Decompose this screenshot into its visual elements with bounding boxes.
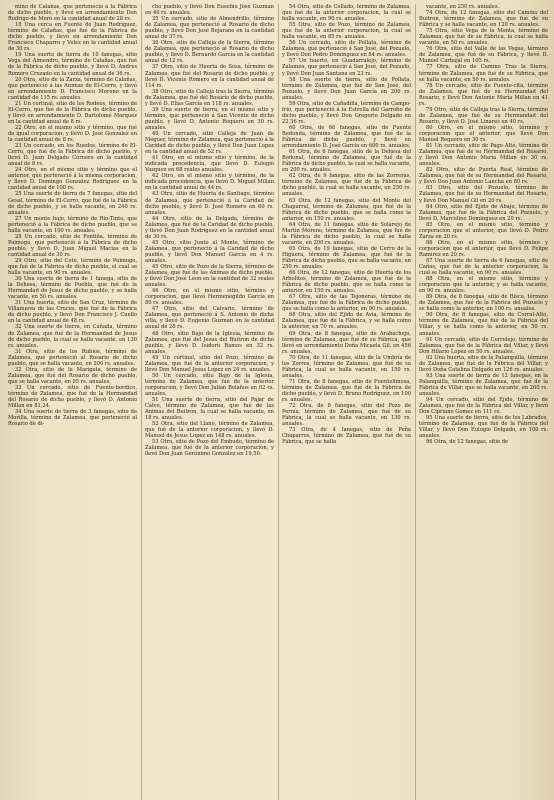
listing-entry: 91 Un cercado, sitio de Cerrulejo, término de Zalamea, que fué de la Fábrica del Villar, y llevó Don Hilario Lopez en 50 rs. anuales. [419, 336, 548, 355]
listing-entry: 89 Otra, de 8 fanegas, sitio de Risca, término de Zalamea, que fué de la Fábrica del Pozuelo y se halla como la anterior, en 100 rs. anuales. [419, 294, 548, 313]
listing-entry: 48 Otro, sitio Bajo de la Iglesia, término de Zalamea, que fué del Jesus del Buitron de dicho pueblo, y llevó D. Isidoro Ramos en 32 rs. anuales. [145, 330, 274, 355]
listing-entry: 83 Otro, sitio del Pozuelo, término de Zalamea, que fué de su Hermandad del Rosario, y llevó Don Manuel Gil en 20 rs. [419, 185, 548, 204]
listing-entry: 72 Otra, de 8 fanegas, sitio del Pozo de Pernía, término de Zalamea, que fué de su Fábrica, la cual se halla vacante, en 130 rs. anuales. [282, 403, 411, 428]
listing-entry: 23 Un cercado, en los Ruedos, término de El-Cerro, que fué de la Fábrica de dicho pueblo, y llevó D. Juan Delgado Cornero en la cantidad anual de 8 rs. [8, 143, 137, 168]
listing-entry: 90 Otra, de 8 fanegas, sitio de Corral-Alto, término de Zalamea, que fué de la Fábrica del Villar, y se halla como la anterior, en 50 rs. anuales. [419, 312, 548, 337]
listing-entry: mino de Calañas, que perteneció á la Fábrica de dicho pueblo, y llevó en arrendamiento Don Rodrigo de Moro en la cantidad anual de 28 rs. [8, 4, 137, 23]
listing-entry: 53 Otro, sitio de Pozo del Embudo, término de Zalamea, que fué de la anterior corporacion, y llevó Don Juan Gerónimo Gonzalez en 19,50. [145, 439, 274, 458]
listing-entry: 67 Otra, sitio de las Tejoneras, término de Zalamea, que fué de la Fábrica de dicho pueblo, que se halla como la anterior, en 90 rs. anuales. [282, 294, 411, 313]
listing-entry: 84 Otro, sitio del Ejido de Abajo, término de Zalamea, que fué de la Fábrica del Pozuelo, y llevó D. Marcelino Dominguez en 20 rs. [419, 203, 548, 222]
listing-entry: 32 Otra, sitio de la Marigata, término de Zalamea, que fué del Rosario de dicho pueblo, que se halla vacante, en 95 rs. anuales. [8, 366, 137, 385]
listing-entry: 45 Otro, sitio de Pozo de la Sierra, término de Zalamea, que fué de las Animas de dicho pueblo, y llevó Don José Leon en la cantidad de 32 reales anuales. [145, 264, 274, 289]
listing-entry: 37 Otro, sitio de Huerta de Sosa, término de Zalamea, que fué del Rosario de dicho pueblo, y llevó D. Vicente Romero en la cantidad anual de 114 rs. [145, 64, 274, 89]
listing-entry: 35 Un cercado, sitio de Almendrillo, término de Zalamea, que perteneció al Rosario de dicho pueblo, y llevó Don José Bejarano en la cantidad anual de 37 rs. [145, 16, 274, 41]
listing-entry: 30 Una suerte de tierra de 1 fanega, sitio de la Dehesa, término de Puebla, que fué de la Hermandad de Jesus de dicho pueblo, y se halla vacante, en 50 rs. anuales. [8, 276, 137, 301]
listing-entry: cho pueblo, y llevó Don Eusebio José Guzman en 40 rs. anuales. [145, 4, 274, 17]
listing-entry: 77 Otra, sitio de Camino Tras la Sierra, término de Zalamea, que fué de su Fábrica, que se halla vacante, en 50 rs. anuales. [419, 64, 548, 83]
listing-entry: 62 Otra, de 9 fanegas, sitio de las Zorreras, término de Zalamea, que fué de la Fábrica de dicho pueblo, la cual se halla vacante, en 250 rs. anuales. [282, 173, 411, 198]
listing-entry: 82 Otro, sitio de Puerta Real, término de Zalamea, que fué de su Hermandad del Rosario, y llevó Don Juan Antonio Lancha en 80 rs. [419, 167, 548, 186]
listing-entry: 43 Otro, sitio de Huerta de Santiago, término de Zalamea, que perteneció á la Caridad de dicho pueblo, y llevó D. José Romero en 60 rs. anuales. [145, 191, 274, 216]
listing-entry: 50 Un cercado, sitio Bajo de la Iglesia, término de Zalamea, que fué de la anterior corporacion, y llevó Don Julian Bolaños en 62 rs. anuales. [145, 372, 274, 397]
listing-entry: 76 Otra, sitio del Valle de las Vegas, término de Zalamea, que fué de su Fábrica, y llevó D. Manuel Carbajal en 105 rs. [419, 46, 548, 65]
listing-entry: 21 Un cortinal, sitio de los Rodeos, término de El-Cerro, que fué de la Fábrica de dicho pueblo, y llevó en arrendamiento D. Bartolomé Marquez en la cantidad anual de 8 rs. [8, 100, 137, 125]
listing-entry: 18 Una cerca en Fuente de Juan Rodriguez, término de Calañas, que fué de la Fábrica de dicho pueblo, y llevó en arrendamiento Don Francisco Chaparro y Velez en la cantidad anual de 30 rs. [8, 22, 137, 53]
listing-entry: 92 Una huerta, sitio de la Palanquilla, término de Zalamea, que fué de la Fábrica del Villar, y llevó Doña Catalina Delgado en 126 rs. anuales. [419, 354, 548, 373]
listing-entry: 40 Un cercado, sitio Calleja de Juan de Meguer, término de Zalamea, que perteneció á la Caridad de dicho pueblo, y llevó Don Juan Lopez en la cantidad anual de 52 rs. [145, 130, 274, 156]
listing-entry: 88 Otra, en el mismo sitio, término y corporacion que la anterior, y se halla vacante, en 90 rs. anuales. [419, 276, 548, 295]
listing-entry: 36 Otro, sitio de Calleja de la Sierra, término de Zalamea, que perteneció al Rosario de dicho pueblo, y llevó D. Bernardo García en la cantidad anual de 12 rs. [145, 40, 274, 65]
listing-entry: 32 Una suerte de tierra, en Cañada, término de Zalamea, que fué de la Hermandad de Jesus de dicho pueblo, la cual se halla vacante, en 130 rs. anuales. [8, 324, 137, 349]
listing-entry: 81 Un cercado, sitio de Pago Alto, término de Zalamea, que fué de su Hermandad del Rosario, y llevó Don Antonio María Millan en 30 rs. anuales. [419, 143, 548, 168]
listing-entry: 69 Otra, de 8 fanegas, sitio de Arabachejo, término de Zalamea, que fué de su Fábrica, que llevó en arrendamiento Doña Micaela Gil, en 456 rs. anuales. [282, 330, 411, 355]
listing-entry: 68 Otra, sitio del Ejido de Avia, término de Zalamea, que fué de la Fábrica, y se halla como la anterior, en 70 rs. anuales. [282, 312, 411, 331]
listing-entry: 29 Otro, sitio del Coto, término de Paimogo, que fué de la Fábrica de dicho pueblo, el cual se halla vacante, en 90 rs. anuales. [8, 257, 137, 277]
listing-entry: 52 Otra, sitio del Llano, término de Zalamea, que fué de la anterior corporacion, y llevó D. Manuel de Jesus Lopez en 148 rs. anuales. [145, 421, 274, 440]
column-1 [8, 4, 137, 800]
listing-entry: 65 Otra, de 19 fanegas, sitio de Cerro de la Higuera, término de Zalamea, que fué de la Fábrica de dicho pueblo, que se halla vacante, en 250 rs. anuales. [282, 245, 411, 271]
listing-entry: 60 Otra, de 60 fanegas, sitio de Fuente Redonda, término de Zalamea, que fué de la Fábrica de dicho pueblo, y llevó en arrendamiento D. José García en 600 rs. anuales. [282, 124, 411, 150]
column-2 [141, 4, 274, 800]
listing-entry: 46 Otro, en el mismo sitio, término y corporacion, que llevó Hermenegildo García en 80 rs. anuales. [145, 288, 274, 307]
listing-entry: 79 Otro, sitio de Calleja tras la Sierra, término de Zalamea, que fué de su Hermandad del Rosario, y llevó D. José Linares en 40 rs. [419, 106, 548, 125]
listing-entry: 75 Otra, sitio Vega de la Monta, término de Zalamea, que fué de su Fábrica, la cual se halla vacante, en 50 rs. anuales. [419, 28, 548, 47]
listing-entry: 19 Una suerte de tierra de 10 fanegas, sitio Vega del Almendro, término de Calañas, que fué de la Fábrica de dicho pueblo, y llevó D. Andres Romero Cruzado en la cantidad anual de 36 rs. [8, 52, 137, 77]
listing-entry: 20 Otra, sitio de la Zarza, término de Calañas, que perteneció á las Animas de El-Cerro, y llevó en arrendamiento D. Francisco Moreno en la cantidad de 115 rs. anuales. [8, 76, 137, 101]
listing-entry: 78 Un cercado, sitio de Fuente-cita, término de Zalamea, que fué de su Hermandad del Rosario, y llevó Don Antonio María Millan en 41 rs. [419, 82, 548, 107]
listing-entry: 80 Otro, en el mismo sitio, término y corporacion que el anterior, que llevó Don Manuel Requero en 30 rs. [419, 124, 548, 144]
listing-entry: 31 Una huerta, sitio de San Cruz, término de Villanueva de las Cruces, que fué de la Fábrica de dicho pueblo, y llevó Don Francisco J. Cuello en la cantidad anual de 48 rs. [8, 300, 137, 325]
listing-entry: 45 Otro, sitio Junto al Monte, término de Zalamea, que perteneció á la Caridad de dicho pueblo, y llevó Don Manuel García en 4 rs. anuales. [145, 239, 274, 264]
listing-entry: vacante, en 250 rs. anuales. [426, 4, 500, 10]
listing-entry: 56 Un cercado, sitio de Pollata, término de Zalamea, que perteneció á San José, del Pozuelo, y llevó Don Pedro Dominguez en 84 rs. anuales. [282, 40, 411, 59]
listing-entry: 42 Otro, en el mismo sitio y término, de la indicada procedencia, que llevó D. Miguel Millan en la cantidad anual de 44 rs. [145, 173, 274, 192]
listing-entry: 73 Otra, de 4 fanegas, sitio de Peña Chaparros, término de Zalamea, que fué de su Fábrica, que se halla [282, 427, 411, 446]
listing-entry: 51 Una suerte de tierra, sitio del Pajar de Calvo, término de Zalamea, que fué de las Animas del Buitron, la cual se halla vacante, en 18 rs. anuales. [145, 397, 274, 422]
listing-entry: 61 Otra, de 6 fanegas, sitio de la Dehesa del Bodonal, término de Zalamea, que fué de la Fábrica de dicho pueblo, la cual se halla vacante, en 200 rs. anuales. [282, 149, 411, 174]
listing-entry: 64 Otra, de 11 fanegas, sitio de Solarejo de Martin Moreno, término de Zalamea, que fué de la Fábrica de dicho pueblo, la cual se halla vacante, en 200 rs. anuales. [282, 221, 411, 246]
listing-entry: 44 Otro, sitio de la Delgada, término de Zalamea, que fué de la Caridad de dicho pueblo, y llevó Don Juan Rodriguez en la cantidad anual de 30 rs. [145, 215, 274, 240]
listing-entry: 63 Otra, de 12 fanegas, sitio del Monte del Chaparral, término de Zalamea, que fué de la Fábrica de dicho pueblo, que se halla como la anterior, en 150 rs. anuales. [282, 197, 411, 222]
listing-entry: 57 Un huerto, en Guadarralejo, término de Zalamea, que perteneció á San José, del Pozuelo, y llevó Don Juan Santana en 23 rs. [282, 58, 411, 77]
listing-entry: 34 Una suerte de tierra de 3 fanegas, sitio de Morilla, término de Zalamea, que perteneció al Rosario de di- [8, 409, 137, 428]
listing-entry: 59 Otra, sitio de Cañadilla, término de Campo-frio, que perteneció á la Estrella del Garrobo de dicho pueblo, y llevó Don Gregorio Delgado en 22,36 rs. [282, 100, 411, 125]
listing-entry: 74 Otra, de 12 fanegas, sitio del Camino del Buitron, término de Zalamea, que fué de su Fábrica y se halla vacante, en 120 rs. anuales. [419, 10, 548, 29]
listing-entry: 22 Otro, en el mismo sitio y término, que fué de igual corporacion, y llevó D. José Gonzalez en la cantidad anual de 8 rs. [8, 124, 137, 144]
listing-entry: 85 Otro, en el mismo sitio, término y corporacion que el anterior, que llevó D. Pedro Zarza en 20 rs. [419, 221, 548, 240]
listing-entry: 94 Un cercado, sitio del Ejido, término de Zalamea, que fué de la Fábrica del Villar, y llevó Don Cipriano Gomez en 111 rs. [419, 397, 548, 416]
listing-entry: 58 Una suerte de tierra, sitio de Pollata, término de Zalamea, que fué de San José, del Pozuelo, y llevó Don Juan García en 200 rs. anuales. [282, 76, 411, 101]
listing-entry: 47 Otro, sitio del Calvario, término de Zalamea, que perteneció á S. Antonio de dicha villa, y llevó D. Eugenio Guzman en la cantidad anual de 28 rs. [145, 306, 274, 331]
listing-entry: 24 Otro, en el mismo sitio y término que el anterior, que perteneció á la misma corporacion, y llevó D. Domingo Gonzalez Rodriguez en la cantidad anual de 100 rs. [8, 167, 137, 192]
listing-entry: 25 Una suerte de tierra de 7 fanegas, sitio del Gesal, término de El-Cerro, que fué de la Fábrica de dicho pueblo, y se halla vacante, en 240 rs. anuales. [8, 191, 137, 216]
listing-entry: 38 Otro, sitio de Calleja tras la Sierra, término de Zalamea, que fué del Rosario de dicho pueblo, y llevó D. Elias García en 118 rs. anuales. [145, 88, 274, 107]
listing-entry: 31 Otra, sitio de los Rubios, término de Zalamea, que perteneció al Rosario de dicho pueblo, que se halla vacante, en 200 rs. anuales. [8, 348, 137, 367]
listing-entry: 87 Una suerte de tierra de 6 fanegas, sitio de Cañas, que fué de la anterior corporacion, la cual se halla vacante, en 90 rs. anuales. [419, 257, 548, 277]
listing-entry: 70 Otra, de 11 fanegas, sitio de la Umbría de los Zorros, término de Zalamea, que fué de su Fábrica, la cual se halla vacante, en 150 rs. anuales. [282, 354, 411, 379]
listing-entry: 27 Un monte bajo, término de Rio-Tinto, que perteneció á la Fábrica de dicho pueblo, que se halla vacante, en 100 rs. anuales. [8, 215, 137, 234]
listing-entry: 86 Otro, en el mismo sitio, término y corporacion que el anterior, que llevó D. Felipe Ramirez en 20 rs. [419, 239, 548, 258]
text-columns [8, 4, 548, 800]
listing-entry: 71 Otra, de 8 fanegas, sitio de Fuentelimosa, término de Zalamea, que fué de la Fábrica de dicho pueblo, y llevó D. Bruno Rodriguez, en 100 rs. anuales. [282, 378, 411, 404]
listing-entry: 41 Otro, en el mismo sitio y término, de la indicada procedencia, que llevó D. Eulogio Vazquez en 68 reales anuales. [145, 155, 274, 174]
listing-entry: 96 Otra, de 12 fanegas, sitio de [426, 439, 509, 446]
listing-entry: 93 Una suerte de tierra de 12 fanegas, en la Palanquilla, término de Zalamea, que fué de la Fábrica de Villar, que se halla vacante, en 200 rs. anuales. [419, 372, 548, 397]
listing-entry: 54 Otra, sitio de Collado, término de Zalamea, que fué de la anterior corporacion, la cual se halla vacante, en 90 rs. anuales. [282, 4, 411, 23]
listing-entry: 39 Una suerte de tierra, en el mismo sitio y término, que perteneció á San Vicente de dicho pueblo, y llevó D. Antonio Requero en 30 rs. anuales. [145, 106, 274, 131]
listing-entry: 33 Un cercado, sitio de Fuente-bordico, término de Zalamea, que fué de la Hermandad del Rosario de dicho pueblo, y llevó D. Antonio Millan en 81,24. [8, 384, 137, 410]
column-4 [415, 4, 548, 800]
listing-entry: 66 Otra, de 12 fanegas, sitio de Huerta de los Arbolitos, término de Zalamea, que fué de la Fábrica de dicho pueblo, que se halla como la anterior, en 150 rs. anuales. [282, 270, 411, 295]
column-3 [278, 4, 411, 800]
listing-entry: 95 Una suerte de tierra, sitio de los Labrados, término de Zalamea, que fué de la Fábrica del Villar, y llevó Don Eulogio Delgado, en 100 rs. anuales. [419, 415, 548, 440]
listing-entry: 55 Otra, sitio de Pozo, término de Zalamea, que fué de la anterior corporacion, la cual se halla vacante, en 85 rs. anuales. [282, 22, 411, 41]
listing-entry: 49 Un cortinal, sitio del Pozo, término de Zalamea, que fué de la anterior corporacion, y llevó Don Manuel Jesus Lopez en 24 rs. anuales. [145, 354, 274, 373]
listing-entry: 28 Un cercado, sitio de Fontiña, término de Paimogo, que perteneció á la Fábrica de dicho pueblo, y llevó D. Juan Miguel Macias en la cantidad anual de 30 rs. [8, 233, 137, 258]
